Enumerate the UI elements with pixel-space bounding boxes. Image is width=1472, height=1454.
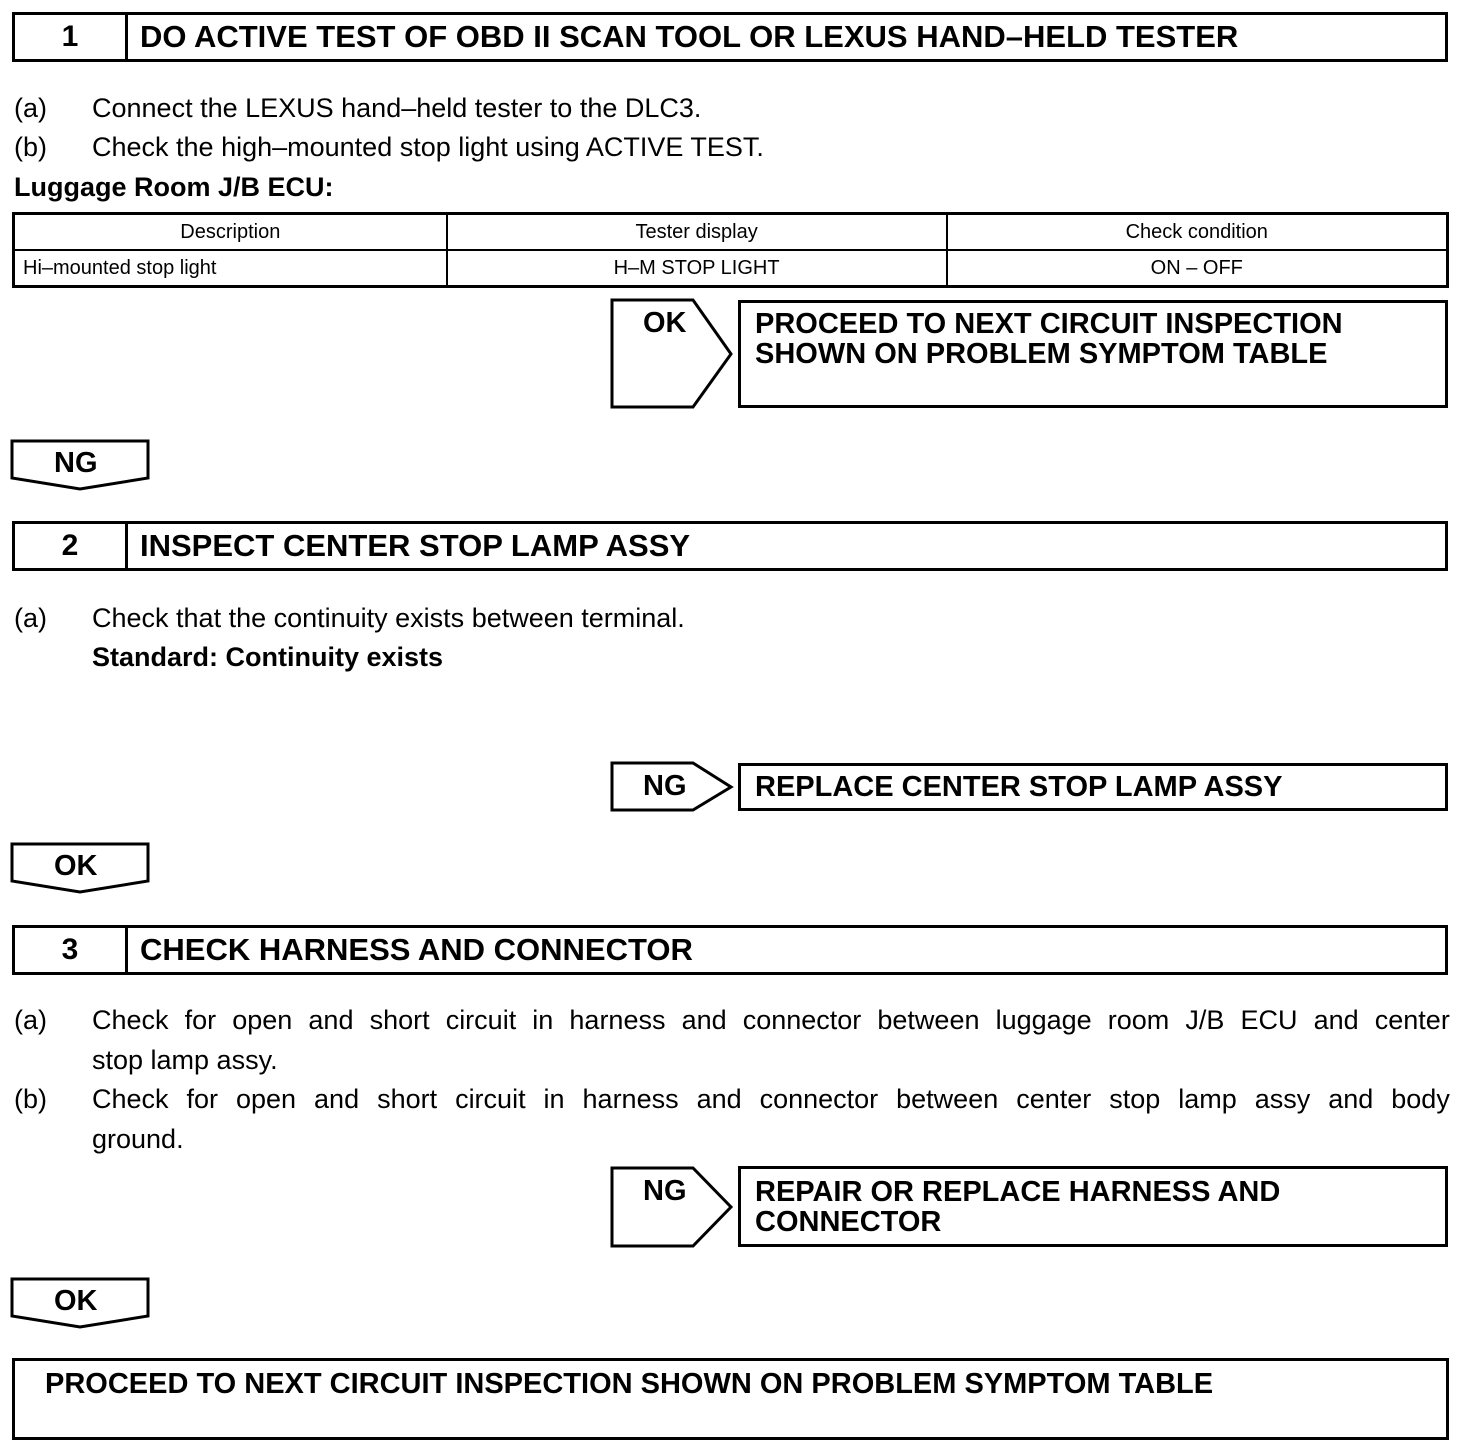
repair-harness-result-line-2: CONNECTOR: [755, 1206, 942, 1238]
word: and: [314, 1084, 360, 1114]
word: in: [532, 1005, 554, 1035]
word: J/B: [1185, 1005, 1225, 1035]
step-1-item-b-text: Check the high–mounted stop light using ACTIVE TEST.: [92, 132, 764, 162]
word: in: [543, 1084, 565, 1114]
step-3-item-b-text: [92, 1083, 1450, 1115]
table-caption: Luggage Room J/B ECU:: [14, 172, 334, 202]
word: room: [1107, 1005, 1170, 1035]
ok-down-tag-label: OK: [54, 850, 98, 882]
word: open: [232, 1005, 293, 1035]
result-word: OR: [870, 1176, 914, 1208]
standard-text: Standard: Continuity exists: [92, 642, 444, 672]
step-1-item-a-text: Connect the LEXUS hand–held tester to the DLC3.: [92, 93, 702, 123]
word: assy: [1254, 1084, 1311, 1114]
word: and: [696, 1084, 742, 1114]
result-word: REPAIR: [755, 1176, 863, 1208]
word: connector: [759, 1084, 879, 1114]
word: and: [1328, 1084, 1374, 1114]
step-3-number: 3: [15, 928, 128, 972]
word: for: [186, 1084, 219, 1114]
word: center: [1374, 1005, 1450, 1035]
result-word: TO: [906, 308, 947, 340]
table-cell: Hi–mounted stop light: [14, 250, 447, 287]
proceed-result-box: [738, 300, 1448, 408]
repair-harness-result-line-1: [755, 1177, 1433, 1207]
word: and: [1313, 1005, 1359, 1035]
table-cell: ON – OFF: [947, 250, 1448, 287]
step-3-title: CHECK HARNESS AND CONNECTOR: [140, 932, 693, 967]
word: short: [377, 1084, 438, 1114]
step-1-item-a-label: (a): [14, 93, 47, 123]
step-3-item-b-label: (b): [14, 1084, 47, 1114]
step-2-item-a-text: Check that the continuity exists between terminal.: [92, 603, 685, 633]
ok-down-tag-label: OK: [54, 1285, 98, 1317]
step-3-header: [12, 925, 1448, 975]
repair-harness-result-box: [738, 1166, 1448, 1247]
step-2-title: INSPECT CENTER STOP LAMP ASSY: [140, 528, 691, 563]
word: harness: [582, 1084, 679, 1114]
table-header-cell: Check condition: [947, 214, 1448, 251]
word: short: [369, 1005, 430, 1035]
word: and: [308, 1005, 354, 1035]
step-2-item-a-label: (a): [14, 603, 47, 633]
step-1-item-b-label: (b): [14, 132, 47, 162]
word: connector: [742, 1005, 862, 1035]
word: and: [681, 1005, 727, 1035]
word: ECU: [1240, 1005, 1298, 1035]
step-3-item-a-text: [92, 1004, 1450, 1036]
step-3-item-b-text-cont: ground.: [92, 1124, 184, 1154]
word: center: [1016, 1084, 1092, 1114]
ng-down-tag-label: NG: [54, 447, 98, 479]
replace-lamp-result-box: [738, 763, 1448, 811]
word: between: [877, 1005, 980, 1035]
word: luggage: [995, 1005, 1092, 1035]
ok-tag-label: OK: [643, 307, 687, 339]
word: circuit: [455, 1084, 526, 1114]
table-header-cell: Tester display: [447, 214, 947, 251]
step-1-title: DO ACTIVE TEST OF OBD II SCAN TOOL OR LEXUS HAND–HELD TESTER: [140, 19, 1239, 54]
proceed-result-line-2: SHOWN ON PROBLEM SYMPTOM TABLE: [755, 338, 1328, 370]
word: harness: [569, 1005, 666, 1035]
result-word: REPLACE: [922, 1176, 1061, 1208]
result-word: HARNESS: [1068, 1176, 1211, 1208]
result-word: INSPECTION: [1165, 308, 1343, 340]
ng-tag-label: NG: [643, 1175, 687, 1207]
table-header-cell: Description: [14, 214, 447, 251]
replace-lamp-result-text: REPLACE CENTER STOP LAMP ASSY: [755, 771, 1283, 803]
result-word: CIRCUIT: [1039, 308, 1158, 340]
ng-tag-label: NG: [643, 770, 687, 802]
step-2-header: [12, 521, 1448, 571]
word: open: [235, 1084, 297, 1114]
word: lamp: [1178, 1084, 1237, 1114]
word: stop: [1109, 1084, 1161, 1114]
step-2-number: 2: [15, 524, 128, 568]
result-word: NEXT: [954, 308, 1032, 340]
table-cell: H–M STOP LIGHT: [447, 250, 947, 287]
step-3-item-a-text-cont: stop lamp assy.: [92, 1045, 278, 1075]
word: circuit: [445, 1005, 517, 1035]
word: Check: [92, 1005, 169, 1035]
result-word: PROCEED: [755, 308, 899, 340]
result-word: AND: [1217, 1176, 1281, 1208]
word: between: [896, 1084, 999, 1114]
word: Check: [92, 1084, 169, 1114]
final-proceed-text: PROCEED TO NEXT CIRCUIT INSPECTION SHOWN ON PROBLEM SYMPTOM TABLE: [45, 1368, 1214, 1400]
step-1-number: 1: [15, 15, 128, 59]
proceed-result-line-1: [755, 309, 1433, 339]
word: body: [1391, 1084, 1450, 1114]
final-proceed-box: [12, 1358, 1449, 1440]
word: for: [184, 1005, 217, 1035]
step-3-item-a-label: (a): [14, 1005, 47, 1035]
